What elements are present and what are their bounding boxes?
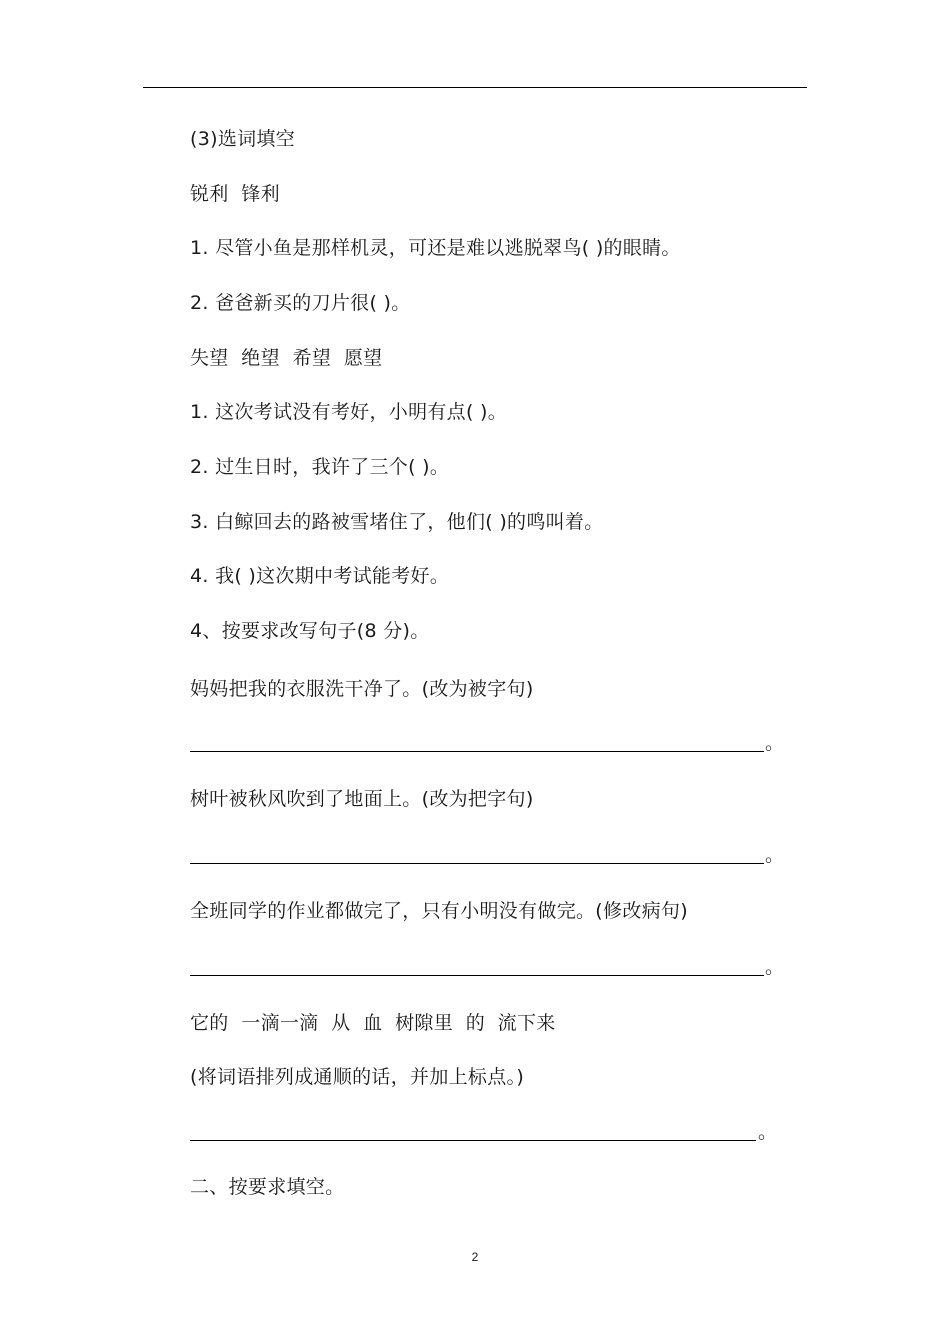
question-line: 3. 白鲸回去的路被雪堵住了，他们( )的鸣叫着。 [190, 511, 604, 533]
question-line: 2. 过生日时，我许了三个( )。 [190, 456, 450, 478]
page-number: 2 [471, 1250, 479, 1264]
answer-blank[interactable] [190, 955, 785, 979]
answer-end-mark: 。 [765, 844, 785, 866]
word-order-instruction: (将词语排列成通顺的话，并加上标点。) [190, 1066, 525, 1088]
word-order-items: 它的 一滴一滴 从 血 树隙里 的 流下来 [190, 1012, 556, 1034]
answer-underline [190, 751, 764, 752]
rewrite-prompt: 全班同学的作业都做完了，只有小明没有做完。(修改病句) [190, 900, 688, 922]
answer-end-mark: 。 [765, 732, 785, 754]
answer-blank[interactable] [190, 1120, 778, 1144]
word-options-2: 失望 绝望 希望 愿望 [190, 347, 383, 369]
question-line: 4. 我( )这次期中考试能考好。 [190, 565, 450, 587]
answer-underline [190, 1140, 756, 1141]
question-line: 1. 尽管小鱼是那样机灵，可还是难以逃脱翠鸟( )的眼睛。 [190, 237, 681, 259]
answer-underline [190, 975, 764, 976]
question-line: 1. 这次考试没有考好，小明有点( )。 [190, 401, 508, 423]
section-heading-fill-in: 二、按要求填空。 [190, 1176, 345, 1198]
rewrite-prompt: 树叶被秋风吹到了地面上。(改为把字句) [190, 788, 534, 810]
section-heading-word-choice: (3)选词填空 [190, 128, 296, 150]
word-options-1: 锐利 锋利 [190, 183, 280, 205]
answer-end-mark: 。 [765, 956, 785, 978]
answer-blank[interactable] [190, 843, 785, 867]
rewrite-prompt: 妈妈把我的衣服洗干净了。(改为被字句) [190, 678, 534, 700]
header-rule [143, 87, 807, 88]
question-line: 2. 爸爸新买的刀片很( )。 [190, 292, 411, 314]
section-heading-rewrite: 4、按要求改写句子(8 分)。 [190, 620, 430, 642]
answer-end-mark: 。 [758, 1121, 778, 1143]
answer-underline [190, 863, 764, 864]
answer-blank[interactable] [190, 731, 785, 755]
